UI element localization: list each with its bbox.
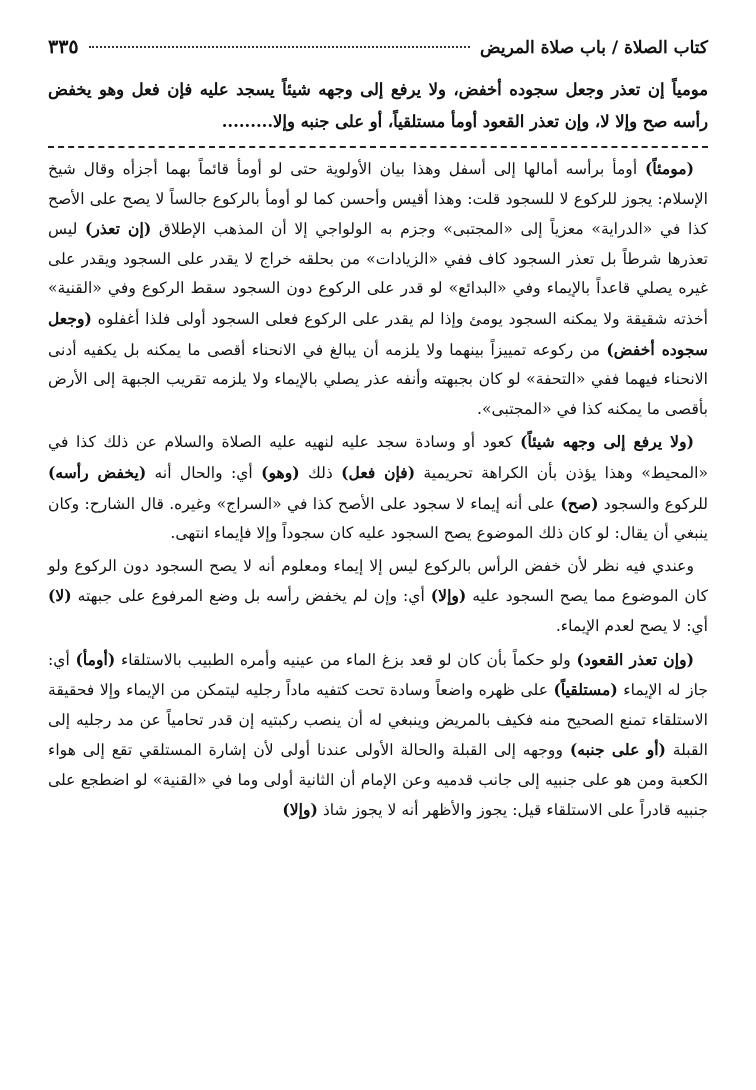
commentary-text: أي: جاز له الإيماء — [48, 650, 708, 700]
commentary-text: أي: لا يصح لعدم الإيماء. — [555, 616, 708, 635]
commentary-text: من ركوعه تمييزاً بينهما ولا يلزمه أن يبالغ في الانحناء أقصى ما يمكنه بل يكفيه أدنى الانحناء فيهما ففي «التحفة» لو كان بجبهته وأنفه عذر يصلي بالإيماء ولا يلزمه تقريب الجبهة إلى الأرض بأقصى ما يمكنه كذا في «المجتبى». — [48, 340, 708, 418]
commentary-text: ذلك — [299, 463, 342, 482]
commentary-text: كعود أو وسادة سجد عليه لنهيه عليه الصلاة والسلام عن ذلك كذا في «المحيط» وهذا يؤذن بأن الكراهة تحريمية — [48, 433, 708, 482]
running-header — [48, 36, 708, 62]
main-text: مومياً إن تعذر وجعل سجوده أخفض، ولا يرفع إلى وجهه شيئاً يسجد عليه فإن فعل وهو يخفض رأسه صح وإلا لا، وإن تعذر القعود أومأ مستلقياً، أو على جنبه وإلا......... — [48, 80, 708, 131]
quoted-matn-phrase: (صح) — [560, 493, 599, 513]
page-number: ٣٣٥ — [48, 36, 79, 58]
quoted-matn-phrase: (لا) — [48, 586, 72, 606]
commentary-text: أومأ برأسه أمالها إلى أسفل وهذا بيان الأولوية حتى لو أومأ قائماً بهما أجزأه وقال شيخ الإسلام: يجوز للركوع لا للسجود قلت: وهذا أقيس وأحسن كما لو أومأ بالركوع جالساً لا يصح على الأصح كذا في «الدراية» معزياً إلى «المجتبى» وجزم به الولواجي إلا أن المذهب الإطلاق — [48, 160, 708, 239]
commentary-text: أي: والحال أنه — [146, 463, 262, 482]
quoted-matn-phrase: (مومئاً) — [645, 159, 694, 178]
header-dotted-leader — [89, 46, 470, 48]
commentary-paragraph — [48, 427, 708, 548]
chapter-title: كتاب الصلاة / باب صلاة المريض — [480, 38, 708, 58]
quoted-matn-phrase: (فإن فعل) — [341, 462, 416, 482]
commentary-paragraph — [48, 154, 708, 424]
quoted-matn-phrase: (ولا يرفع إلى وجهه شيئاً) — [520, 432, 694, 452]
commentary-text: ولو حكماً بأن كان لو قعد بزغ الماء من عينيه وأمره الطبيب بالاستلقاء — [115, 650, 577, 669]
quoted-matn-phrase: (وإن تعذر القعود) — [576, 649, 694, 669]
quoted-matn-phrase: (أومأ) — [75, 649, 116, 669]
commentary-text: ووجهه إلى القبلة والحالة الأولى عندنا أولى لأن إشارة المستلقي تقع إلى هواء الكعبة ومن هو على جنبيه إلى جانب قدميه وعن الإمام أن الثانية أولى وما في «القنية» لو اضطجع على جنبيه قادراً على الاستلقاء قيل: يجوز والأظهر أنه لا يجوز شاذ — [48, 741, 708, 820]
commentary-text: أي: وإن لم يخفض رأسه بل وضع المرفوع على جبهته — [71, 587, 431, 606]
commentary-text: ليس تعذرها شرطاً بل تعذر السجود كاف ففي «الزيادات» من بحلقه خراج لا يقدر على السجود ويقدر على غيره يصلي قاعداً بالإيماء وفي «البدائع» لو قدر على الركوع دون السجود سقط الركوع وفي «القنية» أخذته شقيقة ولا يمكنه السجود يومئ وإذا لم يقدر على الركوع فعلى السجود أولى فلذا أغفلوه — [48, 220, 708, 328]
quoted-matn-phrase: (وإلا) — [282, 800, 318, 820]
quoted-matn-phrase: (إن تعذر) — [84, 219, 152, 239]
quoted-matn-phrase: (وإلا) — [430, 586, 467, 606]
commentary-text: للركوع والسجود — [598, 494, 708, 513]
quoted-matn-phrase: (وهو) — [261, 462, 300, 482]
quoted-matn-phrase: (مستلقياً) — [553, 680, 618, 700]
commentary-paragraph — [48, 645, 708, 827]
commentary-text: على ظهره واضعاً وسادة تحت كتفيه ماداً رجليه ليتمكن من الإيماء وإلا فحقيقة الاستلقاء تمنع الصحيح منه فكيف بالمريض وينبغي له أن ينصب ركبتيه إن قدر تحامياً عن مد رجليه إلى القبلة — [48, 681, 708, 760]
quoted-matn-phrase: (أو على جنبه) — [569, 740, 666, 760]
commentary-text: وعندي فيه نظر لأن خفض الرأس بالركوع ليس إلا إيماء ومعلوم أنه لا يصح السجود دون الركوع ولو كان الموضوع مما يصح السجود عليه — [48, 556, 709, 606]
commentary-paragraph — [48, 552, 708, 642]
commentary-text: على أنه إيماء لا سجود على الأصح كذا في «السراج» وغيره. قال الشارح: وكان ينبغي أن يقال: لو كان ذلك الموضوع يصح السجود عليه كان سجوداً وإلا فإيماء انتهى. — [48, 494, 708, 543]
commentary — [48, 154, 708, 826]
quoted-matn-phrase: (يخفض رأسه) — [48, 462, 147, 482]
dashed-separator — [48, 146, 708, 148]
quoted-matn-phrase: (وجعل سجوده أخفض) — [48, 308, 708, 359]
